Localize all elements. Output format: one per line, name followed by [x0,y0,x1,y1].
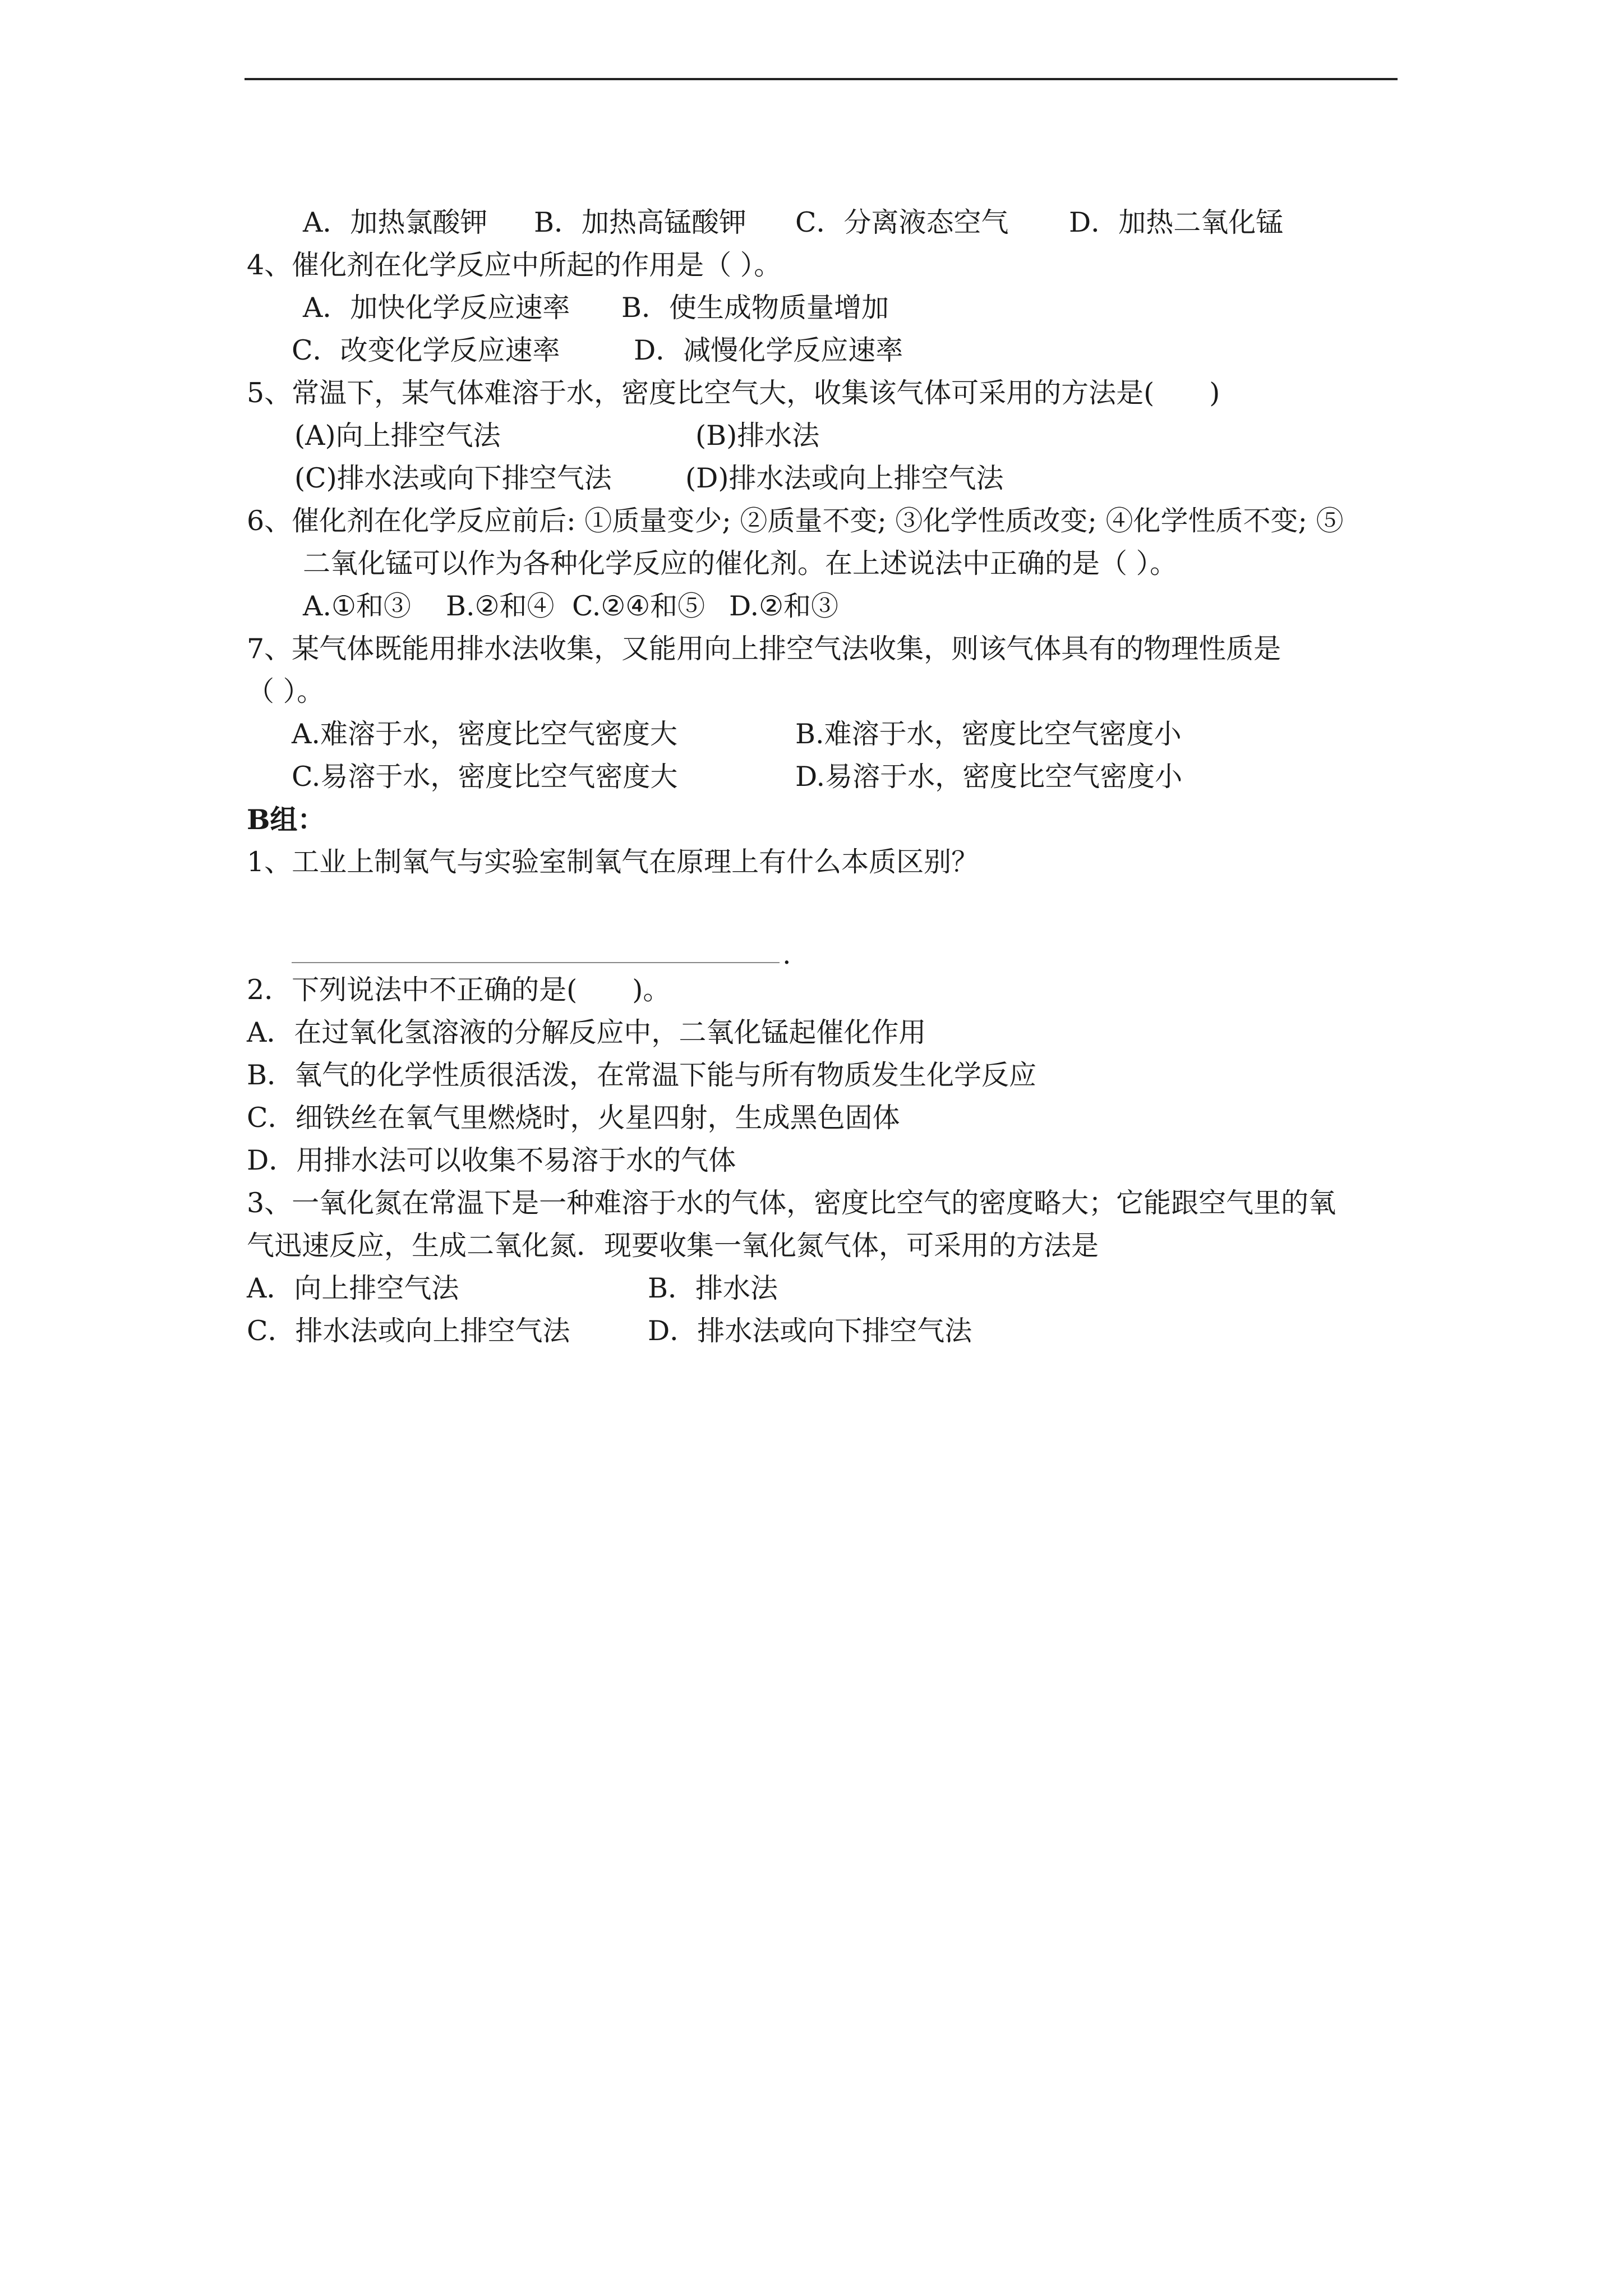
q4-option-c: C．改变化学反应速率 [292,334,560,366]
question-7-stem-line2: （ ）。 [247,675,325,707]
q7-option-a: A.难溶于水，密度比空气密度大 [292,718,677,750]
group-b-q3-option-d: D．排水法或向下排空气法 [648,1315,972,1347]
q6-option-a: A.①和③ [303,590,411,622]
q6-option-d: D.②和③ [729,590,839,622]
q7-option-c: C.易溶于水，密度比空气密度大 [292,761,678,793]
question-5-stem: 5、常温下，某气体难溶于水，密度比空气大，收集该气体可采用的方法是( ) [247,377,1220,409]
q5-option-c: (C)排水法或向下排空气法 [294,462,612,494]
question-6-stem-line2: 二氧化锰可以作为各种化学反应的催化剂。在上述说法中正确的是（ ）。 [303,547,1178,579]
group-b-question-3-stem-line1: 3、一氧化氮在常温下是一种难溶于水的气体，密度比空气的密度略大；它能跟空气里的氧 [247,1187,1336,1219]
question-7-stem-line1: 7、某气体既能用排水法收集，又能用向上排空气法收集，则该气体具有的物理性质是 [247,633,1281,665]
option-c: C．分离液态空气 [795,206,1009,238]
option-d: D．加热二氧化锰 [1069,206,1284,238]
group-b-q3-option-b: B．排水法 [648,1272,778,1304]
group-b-q2-option-b: B．氧气的化学性质很活泼，在常温下能与所有物质发生化学反应 [247,1059,1037,1091]
group-b-q2-option-a: A．在过氧化氢溶液的分解反应中，二氧化锰起催化作用 [247,1016,926,1048]
answer-blank-end: . [782,938,791,970]
header-rule [245,78,1398,80]
q5-option-d: (D)排水法或向上排空气法 [685,462,1004,494]
group-b-q2-option-d: D．用排水法可以收集不易溶于水的气体 [247,1144,736,1176]
answer-blank-line [292,962,780,963]
question-6-stem-line1: 6、催化剂在化学反应前后: ①质量变少; ②质量不变; ③化学性质改变; ④化学性质不变; ⑤ [247,505,1344,537]
option-a: A．加热氯酸钾 [303,206,488,238]
group-b-q3-option-a: A．向上排空气法 [247,1272,459,1304]
group-b-q3-option-c: C．排水法或向上排空气法 [247,1315,570,1347]
q5-option-a: (A)向上排空气法 [294,420,501,452]
q4-option-b: B．使生成物质量增加 [621,292,889,324]
q5-option-b: (B)排水法 [695,420,820,452]
q7-option-b: B.难溶于水，密度比空气密度小 [795,718,1182,750]
q7-option-d: D.易溶于水，密度比空气密度小 [795,761,1183,793]
q4-option-a: A．加快化学反应速率 [303,292,570,324]
question-4-stem: 4、催化剂在化学反应中所起的作用是（ ）。 [247,249,782,281]
group-b-question-1-stem: 1、工业上制氧气与实验室制氧气在原理上有什么本质区别？ [247,846,979,878]
group-b-question-2-stem: 2．下列说法中不正确的是( )。 [247,974,671,1006]
q6-option-b: B.②和④ [446,590,555,622]
group-b-q2-option-c: C．细铁丝在氧气里燃烧时，火星四射，生成黑色固体 [247,1102,900,1134]
q6-option-c: C.②④和⑤ [572,590,706,622]
group-b-heading: B组： [247,803,325,836]
group-b-question-3-stem-line2: 气迅速反应，生成二氧化氮．现要收集一氧化氮气体，可采用的方法是 [247,1230,1099,1262]
option-b: B．加热高锰酸钾 [534,206,747,238]
q4-option-d: D．减慢化学反应速率 [634,334,903,366]
